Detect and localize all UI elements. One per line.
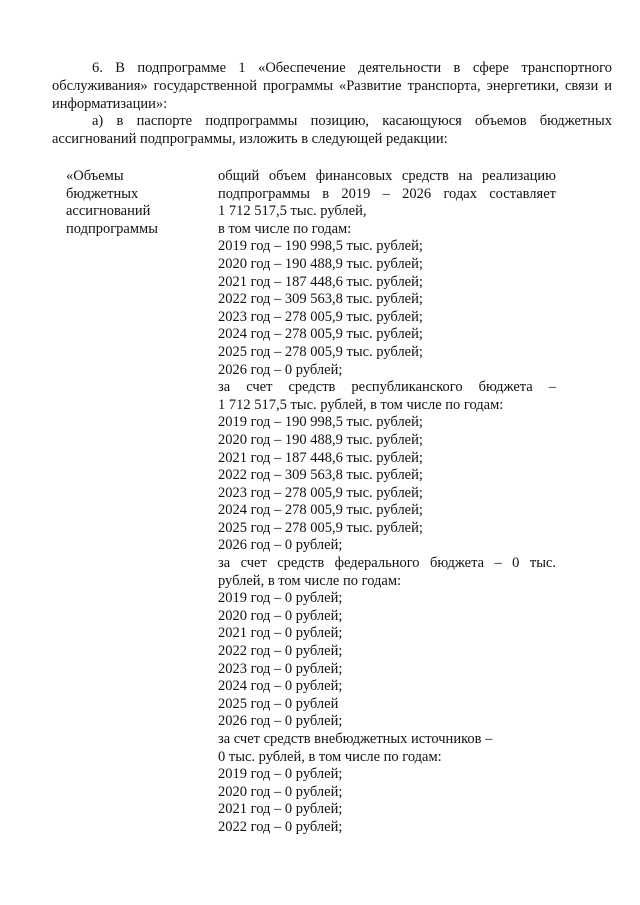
value-line: 2023 год – 0 рублей; bbox=[218, 660, 343, 677]
label-line: ассигнований bbox=[66, 203, 151, 220]
value-line: 2020 год – 0 рублей; bbox=[218, 783, 343, 800]
value-line: 2019 год – 190 998,5 тыс. рублей; bbox=[218, 238, 423, 255]
value-line: за счет средств федерального бюджета – 0 тыс. bbox=[218, 555, 556, 572]
value-line: 2020 год – 190 488,9 тыс. рублей; bbox=[218, 255, 423, 272]
value-line: за счет средств республиканского бюджета – bbox=[218, 379, 556, 396]
value-line: 1 712 517,5 тыс. рублей, bbox=[218, 203, 367, 220]
value-line: 2022 год – 309 563,8 тыс. рублей; bbox=[218, 467, 423, 484]
value-line: 2022 год – 309 563,8 тыс. рублей; bbox=[218, 291, 423, 308]
label-line: «Объемы bbox=[66, 168, 124, 184]
value-line: 2019 год – 190 998,5 тыс. рублей; bbox=[218, 414, 423, 431]
value-line: 2021 год – 187 448,6 тыс. рублей; bbox=[218, 273, 423, 290]
value-line: подпрограммы в 2019 – 2026 годах составляет bbox=[218, 185, 556, 202]
intro-text bbox=[52, 60, 612, 149]
value-line: 2026 год – 0 рублей; bbox=[218, 361, 343, 378]
value-line: 2022 год – 0 рублей; bbox=[218, 818, 343, 835]
value-line: за счет средств внебюджетных источников – bbox=[218, 731, 493, 747]
value-line: рублей, в том числе по годам: bbox=[218, 572, 402, 589]
value-line: 2019 год – 0 рублей; bbox=[218, 766, 343, 783]
value-line: 2022 год – 0 рублей; bbox=[218, 643, 343, 660]
value-line: 1 712 517,5 тыс. рублей, в том числе по годам: bbox=[218, 396, 504, 413]
position-value bbox=[218, 168, 556, 837]
value-line: 2024 год – 0 рублей; bbox=[218, 678, 343, 695]
value-line: 2021 год – 187 448,6 тыс. рублей; bbox=[218, 449, 423, 466]
position-label bbox=[66, 168, 218, 837]
value-line: 2026 год – 0 рублей; bbox=[218, 713, 343, 730]
label-line: бюджетных bbox=[66, 185, 139, 202]
value-line: 2024 год – 278 005,9 тыс. рублей; bbox=[218, 326, 423, 343]
value-line: 2019 год – 0 рублей; bbox=[218, 590, 343, 607]
intro-paragraph-2: а) в паспорте подпрограммы позицию, касающуюся объемов бюджетных ассигнований подпрограммы, изложить в следующей редакции: bbox=[52, 113, 612, 148]
value-line: в том числе по годам: bbox=[218, 220, 352, 237]
value-line: 0 тыс. рублей, в том числе по годам: bbox=[218, 748, 442, 765]
value-line: 2025 год – 278 005,9 тыс. рублей; bbox=[218, 519, 423, 536]
intro-paragraph-1: 6. В подпрограмме 1 «Обеспечение деятельности в сфере транспортного обслуживания» государственной программы «Развитие транспорта, энергетики, связи и информатизации»: bbox=[52, 60, 612, 112]
value-line: 2026 год – 0 рублей; bbox=[218, 537, 343, 554]
value-line: 2025 год – 278 005,9 тыс. рублей; bbox=[218, 343, 423, 360]
value-line: 2020 год – 0 рублей; bbox=[218, 607, 343, 624]
passport-position bbox=[66, 168, 556, 837]
value-line: 2023 год – 278 005,9 тыс. рублей; bbox=[218, 484, 423, 501]
value-line: 2021 год – 0 рублей; bbox=[218, 625, 343, 642]
label-line: подпрограммы bbox=[66, 220, 158, 237]
value-line: общий объем финансовых средств на реализацию bbox=[218, 168, 556, 184]
value-line: 2023 год – 278 005,9 тыс. рублей; bbox=[218, 308, 423, 325]
value-line: 2021 год – 0 рублей; bbox=[218, 801, 343, 818]
value-line: 2025 год – 0 рублей bbox=[218, 695, 339, 712]
value-line: 2024 год – 278 005,9 тыс. рублей; bbox=[218, 502, 423, 519]
value-line: 2020 год – 190 488,9 тыс. рублей; bbox=[218, 431, 423, 448]
